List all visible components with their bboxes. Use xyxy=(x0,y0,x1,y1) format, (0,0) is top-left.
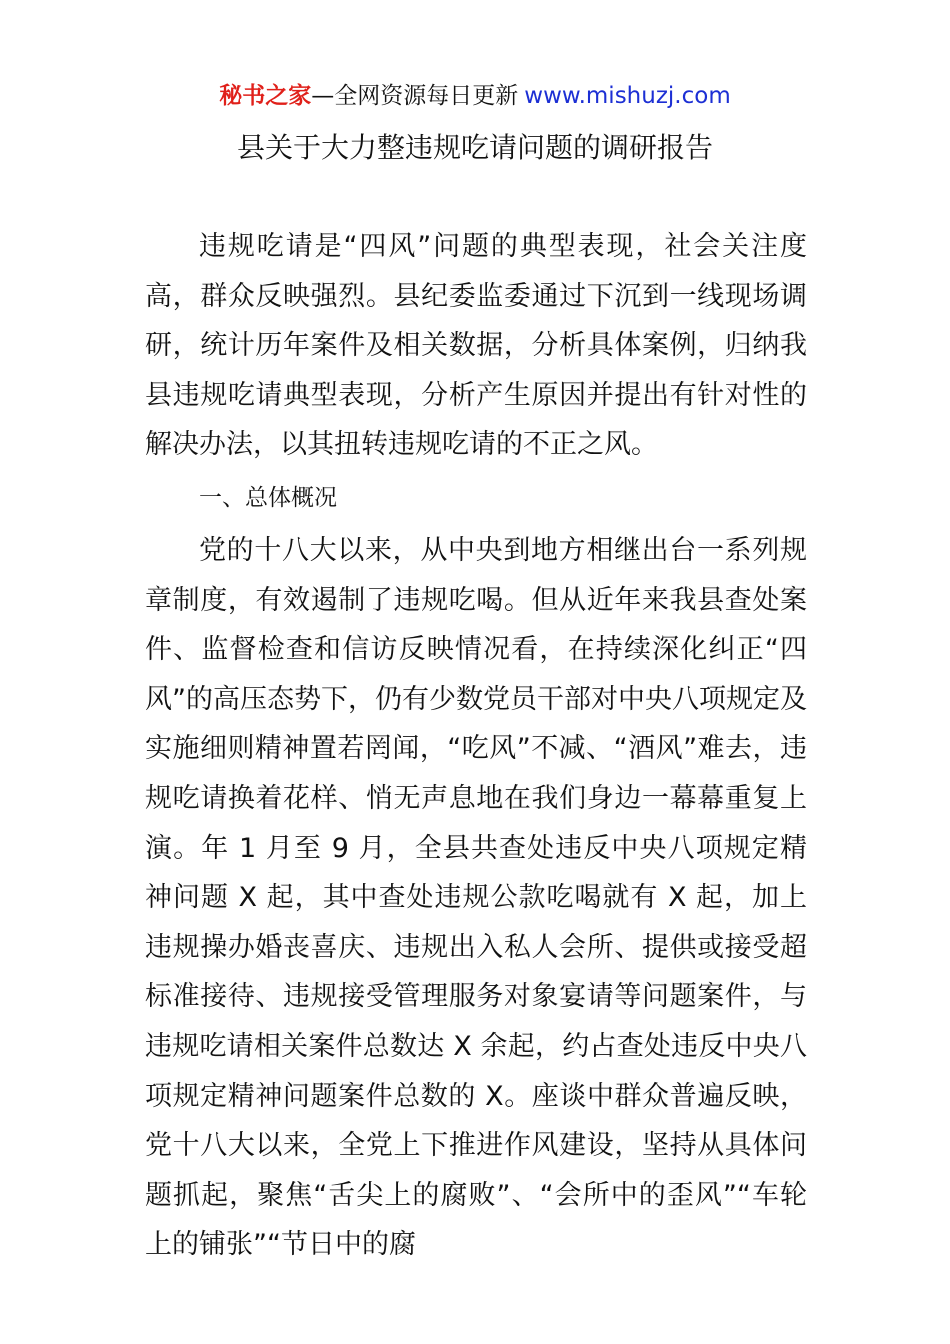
site-url-link[interactable]: www.mishuzj.com xyxy=(524,83,731,109)
section-heading: 一、总体概况 xyxy=(199,484,337,511)
site-header xyxy=(0,80,950,112)
document-title: 县关于大力整违规吃请问题的调研报告 xyxy=(236,131,713,164)
section-paragraph: 党的十八大以来，从中央到地方相继出台一系列规章制度，有效遏制了违规吃喝。但从近年来我县查处案件、监督检查和信访反映情况看，在持续深化纠正“四风”的高压态势下，仍有少数党员干部对中央八项规定及实施细则精神置若罔闻，“吃风”不减、“酒风”难去，违规吃请换着花样、悄无声息地在我们身边一幕幕重复上演。年 1 月至 9 月，全县共查处违反中央八项规定精神问题 X 起，其中查处违规公款吃喝就有 X 起，加上违规操办婚丧喜庆、违规出入私人会所、提供或接受超标准接待、违规接受管理服务对象宴请等问题案件，与违规吃请相关案件总数达 X 余起，约占查处违反中央八项规定精神问题案件总数的 X。座谈中群众普遍反映，党十八大以来，全党上下推进作风建设，坚持从具体问题抓起，聚焦“舌尖上的腐败”、“会所中的歪风”“车轮上的铺张”“节日中的腐 xyxy=(145,534,807,1261)
brand-name: 秘书之家 xyxy=(219,83,312,109)
intro-paragraph: 违规吃请是“四风”问题的典型表现，社会关注度高，群众反映强烈。县纪委监委通过下沉到一线现场调研，统计历年案件及相关数据，分析具体案例，归纳我县违规吃请典型表现，分析产生原因并提出有针对性的解决办法，以其扭转违规吃请的不正之风。 xyxy=(145,231,807,461)
site-tagline: —全网资源每日更新 xyxy=(311,83,519,109)
document-body xyxy=(145,222,807,1270)
